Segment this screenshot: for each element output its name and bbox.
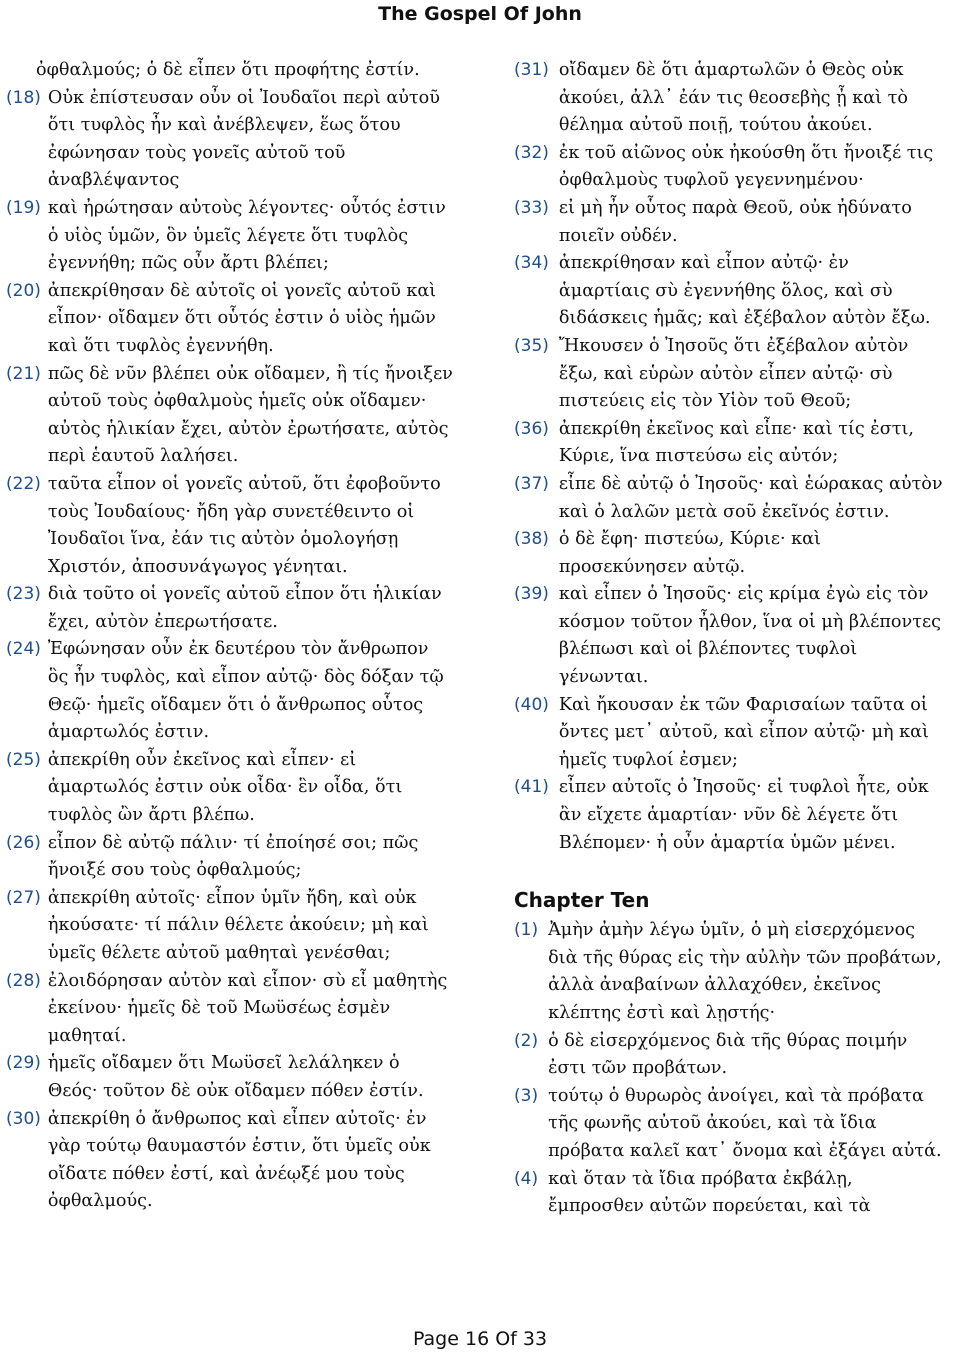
verse — [6, 1106, 454, 1216]
verse — [514, 471, 944, 526]
verse — [514, 1083, 944, 1166]
verse-number: (22) — [6, 473, 41, 494]
verse — [6, 361, 454, 471]
verse-number: (21) — [6, 363, 41, 384]
verse-number: (33) — [514, 197, 549, 218]
verse — [6, 471, 454, 581]
verse-number: (37) — [514, 473, 549, 494]
verse-text: καὶ εἶπεν ὁ Ἰησοῦς· εἰς κρίμα ἐγὼ εἰς τὸν κόσμον τοῦτον ἦλθον, ἵνα οἱ μὴ βλέποντες βλέπωσι καὶ οἱ βλέποντες τυφλοὶ γένωνται. — [558, 584, 941, 688]
verse-number: (3) — [514, 1085, 539, 1106]
verse — [6, 885, 454, 968]
verse-text: καὶ ὅταν τὰ ἴδια πρόβατα ἐκβάλῃ, ἔμπροσθεν αὐτῶν πορεύεται, καὶ τὰ — [548, 1168, 871, 1217]
verse-text: εἶπεν αὐτοῖς ὁ Ἰησοῦς· εἰ τυφλοὶ ἦτε, οὐκ ἂν εἴχετε ἁμαρτίαν· νῦν δὲ λέγετε ὅτι Βλέπομεν· ἡ οὖν ἁμαρτία ὑμῶν μένει. — [558, 777, 929, 853]
verse — [514, 416, 944, 471]
verse-number: (23) — [6, 584, 41, 605]
verse-list — [514, 917, 944, 1221]
verse — [514, 526, 944, 581]
verse-number: (4) — [514, 1168, 539, 1189]
verse — [6, 85, 454, 195]
verse — [514, 195, 944, 250]
verse-number: (36) — [514, 418, 549, 439]
verse-text: Ἐφώνησαν οὖν ἐκ δευτέρου τὸν ἄνθρωπον ὃς ἦν τυφλὸς, καὶ εἶπον αὐτῷ· δὸς δόξαν τῷ Θεῷ· ἡμεῖς οἴδαμεν ὅτι ὁ ἄνθρωπος οὗτος ἁμαρτωλός ἐστιν. — [47, 639, 444, 743]
verse-text: διὰ τοῦτο οἱ γονεῖς αὐτοῦ εἶπον ὅτι ἡλικίαν ἔχει, αὐτὸν ἐπερωτήσατε. — [47, 584, 442, 632]
verse-list — [514, 57, 944, 857]
verse — [514, 1028, 944, 1083]
verse-text: ἐλοιδόρησαν αὐτὸν καὶ εἶπον· σὺ εἶ μαθητὴς ἐκείνου· ἡμεῖς δὲ τοῦ Μωϋσέως ἐσμὲν μαθηταί. — [47, 970, 448, 1046]
verse-text: ὁ δὲ εἰσερχόμενος διὰ τῆς θύρας ποιμήν ἐστι τῶν προβάτων. — [548, 1030, 908, 1079]
verse-text: Ἤκουσεν ὁ Ἰησοῦς ὅτι ἐξέβαλον αὐτὸν ἔξω, καὶ εὑρὼν αὐτὸν εἶπεν αὐτῷ· σὺ πιστεύεις εἰς τὸν Υἱὸν τοῦ Θεοῦ; — [558, 335, 909, 412]
verse-number: (38) — [514, 529, 549, 550]
verse — [6, 195, 454, 278]
verse-text: ἡμεῖς οἴδαμεν ὅτι Μωϋσεῖ λελάληκεν ὁ Θεός· τοῦτον δὲ οὐκ οἴδαμεν πόθεν ἐστίν. — [47, 1053, 424, 1101]
chapter-title: Chapter Ten — [514, 888, 650, 913]
verse — [514, 57, 944, 140]
verse-number: (40) — [514, 694, 549, 715]
verse-number: (35) — [514, 335, 549, 356]
verse-text: εἶπον δὲ αὐτῷ πάλιν· τί ἐποίησέ σοι; πῶς ἤνοιξέ σου τοὺς ὀφθαλμούς; — [47, 832, 419, 881]
verse-text: καὶ ἠρώτησαν αὐτοὺς λέγοντες· οὗτός ἐστιν ὁ υἱὸς ὑμῶν, ὃν ὑμεῖς λέγετε ὅτι τυφλὸς ἐγεννήθη; πῶς οὖν ἄρτι βλέπει; — [47, 197, 446, 274]
verse-text: ἀπεκρίθη ἐκεῖνος καὶ εἶπε· καὶ τίς ἐστι, Κύριε, ἵνα πιστεύσω εἰς αὐτόν; — [558, 418, 914, 467]
verse — [514, 917, 944, 1027]
verse — [6, 581, 454, 636]
verse — [514, 581, 944, 691]
verse-text: ἀπεκρίθη αὐτοῖς· εἶπον ὑμῖν ἤδη, καὶ οὐκ ἠκούσατε· τί πάλιν θέλετε ἀκούειν; μὴ καὶ ὑμεῖς θέλετε αὐτοῦ μαθηταὶ γενέσθαι; — [47, 887, 429, 963]
verse — [514, 333, 944, 416]
verse-number: (39) — [514, 584, 549, 605]
verse-number: (19) — [6, 197, 41, 218]
left-column — [6, 57, 454, 1216]
verse — [6, 1050, 454, 1105]
verse — [6, 278, 454, 361]
verse-number: (28) — [6, 970, 41, 991]
continuation-line — [6, 57, 454, 85]
verse-number: (2) — [514, 1030, 539, 1051]
verse-number: (26) — [6, 832, 41, 853]
verse — [6, 830, 454, 885]
verse-list — [6, 85, 454, 1216]
verse-number: (31) — [514, 60, 549, 80]
verse — [514, 140, 944, 195]
page-header: The Gospel Of John — [378, 3, 582, 25]
verse-number: (20) — [6, 280, 41, 301]
verse — [514, 774, 944, 857]
verse-text: εἶπε δὲ αὐτῷ ὁ Ἰησοῦς· καὶ ἑώρακας αὐτὸν καὶ ὁ λαλῶν μετὰ σοῦ ἐκεῖνός ἐστιν. — [558, 473, 943, 522]
verse-text: ἐκ τοῦ αἰῶνος οὐκ ἠκούσθη ὅτι ἤνοιξέ τις ὀφθαλμοὺς τυφλοῦ γεγεννημένου· — [558, 142, 934, 191]
verse-number: (41) — [514, 777, 549, 798]
verse-number: (34) — [514, 253, 549, 274]
verse — [6, 747, 454, 830]
verse-text: Οὐκ ἐπίστευσαν οὖν οἱ Ἰουδαῖοι περὶ αὐτοῦ ὅτι τυφλὸς ἦν καὶ ἀνέβλεψεν, ἕως ὅτου ἐφώνησαν τοὺς γονεῖς αὐτοῦ τοῦ ἀναβλέψαντος — [47, 87, 440, 191]
page-number: Page 16 Of 33 — [412, 1328, 548, 1350]
verse — [514, 250, 944, 333]
verse-number: (29) — [6, 1053, 41, 1074]
verse-number: (1) — [514, 920, 539, 941]
verse-text: εἰ μὴ ἦν οὗτος παρὰ Θεοῦ, οὐκ ἠδύνατο ποιεῖν οὐδέν. — [558, 197, 912, 246]
verse-text: πῶς δὲ νῦν βλέπει οὐκ οἴδαμεν, ἢ τίς ἤνοιξεν αὐτοῦ τοὺς ὀφθαλμοὺς ἡμεῖς οὐκ οἴδαμεν· αὐτὸς ἡλικίαν ἔχει, αὐτὸν ἐρωτήσατε, αὐτὸς περὶ ἑαυτοῦ λαλήσει. — [47, 363, 453, 467]
verse — [514, 1166, 944, 1221]
verse-number: (27) — [6, 887, 41, 908]
verse-text: Καὶ ἤκουσαν ἐκ τῶν Φαρισαίων ταῦτα οἱ ὄντες μετ᾽ αὐτοῦ, καὶ εἶπον αὐτῷ· μὴ καὶ ἡμεῖς τυφλοί ἐσμεν; — [558, 694, 929, 770]
verse — [6, 968, 454, 1051]
verse-text: τούτῳ ὁ θυρωρὸς ἀνοίγει, καὶ τὰ πρόβατα τῆς φωνῆς αὐτοῦ ἀκούει, καὶ τὰ ἴδια πρόβατα καλεῖ κατ᾽ ὄνομα καὶ ἐξάγει αὐτά. — [548, 1085, 942, 1161]
verse-number: (32) — [514, 142, 549, 163]
verse-number: (30) — [6, 1108, 41, 1129]
verse-number: (25) — [6, 749, 41, 770]
verse-text: ταῦτα εἶπον οἱ γονεῖς αὐτοῦ, ὅτι ἐφοβοῦντο τοὺς Ἰουδαίους· ἤδη γὰρ συνετέθειντο οἱ Ἰουδαῖοι ἵνα, ἐάν τις αὐτὸν ὁμολογήσῃ Χριστόν, ἀποσυνάγωγος γένηται. — [47, 473, 441, 577]
verse-text: ἀπεκρίθη ὁ ἄνθρωπος καὶ εἶπεν αὐτοῖς· ἐν γὰρ τούτῳ θαυμαστόν ἐστιν, ὅτι ὑμεῖς οὐκ οἴδατε πόθεν ἐστί, καὶ ἀνέῳξέ μου τοὺς ὀφθαλμούς. — [47, 1108, 431, 1212]
verse — [6, 636, 454, 746]
right-column — [514, 57, 944, 1221]
verse-text: ἀπεκρίθησαν καὶ εἶπον αὐτῷ· ἐν ἁμαρτίαις σὺ ἐγεννήθης ὅλος, καὶ σὺ διδάσκεις ἡμᾶς; καὶ ἐξέβαλον αὐτὸν ἔξω. — [558, 253, 931, 329]
verse-text: οἴδαμεν δὲ ὅτι ἁμαρτωλῶν ὁ Θεὸς οὐκ ἀκούει, ἀλλ᾽ ἐάν τις θεοσεβὴς ᾖ καὶ τὸ θέλημα αὐτοῦ ποιῇ, τούτου ἀκούει. — [558, 60, 908, 136]
verse-text: ὁ δὲ ἔφη· πιστεύω, Κύριε· καὶ προσεκύνησεν αὐτῷ. — [558, 529, 821, 577]
verse-text: Ἀμὴν ἀμὴν λέγω ὑμῖν, ὁ μὴ εἰσερχόμενος διὰ τῆς θύρας εἰς τὴν αὐλὴν τῶν προβάτων, ἀλλὰ ἀναβαίνων ἀλλαχόθεν, ἐκεῖνος κλέπτης ἐστὶ καὶ λῃστής· — [548, 920, 942, 1023]
verse-text: ἀπεκρίθησαν δὲ αὐτοῖς οἱ γονεῖς αὐτοῦ καὶ εἶπον· οἴδαμεν ὅτι οὗτός ἐστιν ὁ υἱὸς ἡμῶν καὶ ὅτι τυφλὸς ἐγεννήθη. — [47, 280, 437, 356]
verse-number: (18) — [6, 87, 41, 108]
verse-number: (24) — [6, 639, 41, 660]
verse — [514, 692, 944, 775]
verse-text: ἀπεκρίθη οὖν ἐκεῖνος καὶ εἶπεν· εἰ ἁμαρτωλός ἐστιν οὐκ οἶδα· ἓν οἶδα, ὅτι τυφλὸς ὢν ἄρτι βλέπω. — [47, 749, 403, 826]
verse-text: ὀφθαλμούς; ὁ δὲ εἶπεν ὅτι προφήτης ἐστίν. — [36, 60, 420, 80]
